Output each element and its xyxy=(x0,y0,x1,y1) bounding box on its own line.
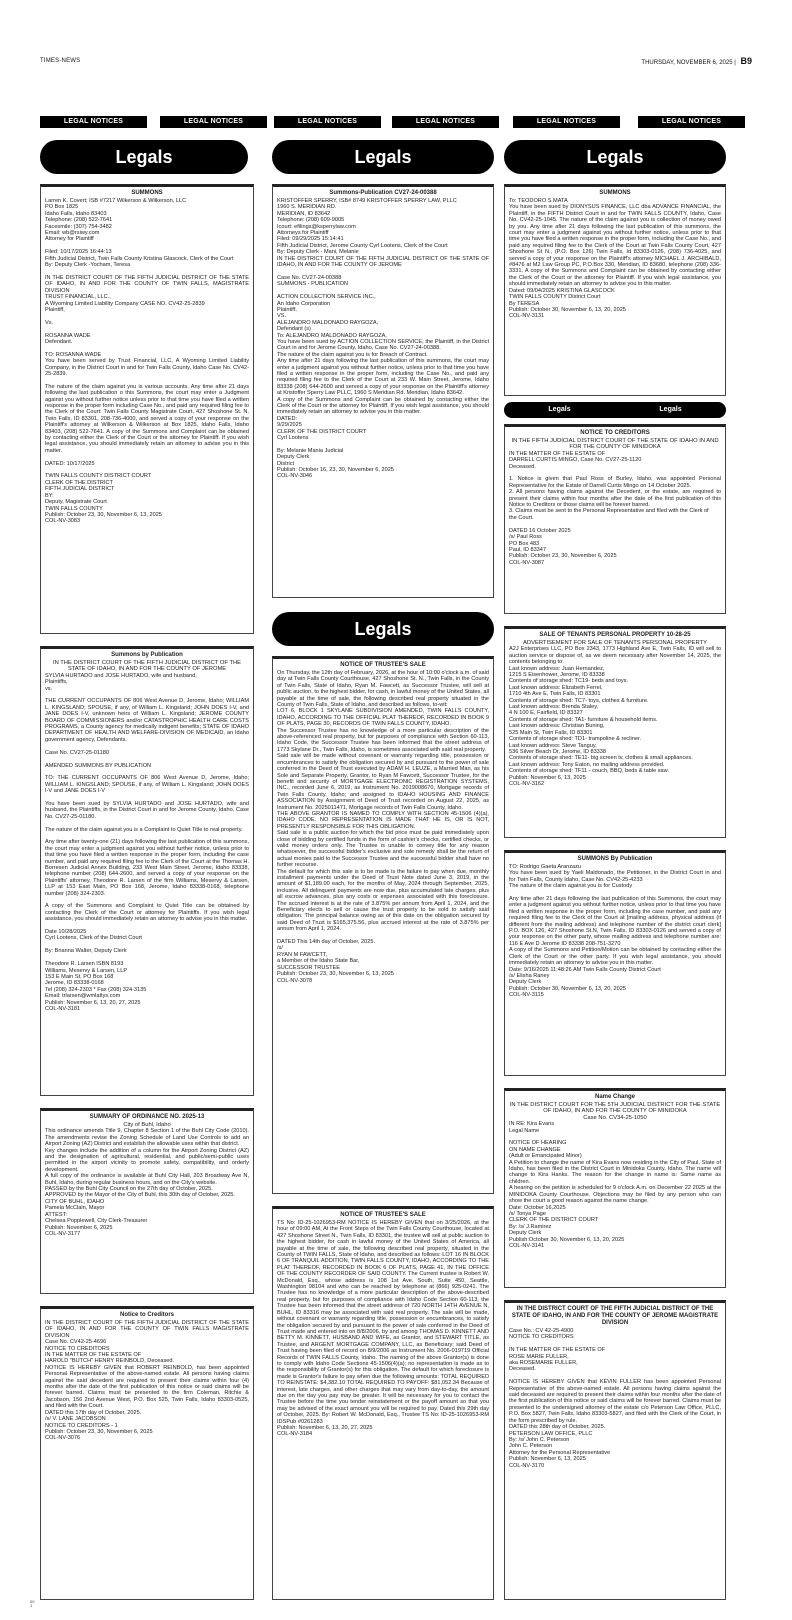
notice-body: To: TEODORO S MATA You have been sued by DIONYSUS FINANCE, LLC dba ADVANCE FINANCIAL, the Plaintiff, in the FIFTH District Court in and for TWIN FALLS COUNTY, Idaho, Case No. CV42-25-1045. The nature of the claim against you is collection of money owed by you. Any time after 21 days following the last publication of this summons, the court may enter a judgment against you without further notice, unless prior to that time you have filed a written response in the proper form, including the Case No., and paid any required filing fee to the Clerk of the Court at Twin Falls County Court, 427 Shoshone St N., (P.O. Box 126) Twin Falls, Id 83303-0126, (208) 736-4025, and served a copy of your response on the Plaintiff's attorney MICHAEL J. ARCHIBALD, #8476 at M2 Law Group PC, P.O.Box 330, Meridian, ID 83680, telephone (208) 336-3331. A copy of the Summons and Complaint can be obtained by contacting either the Clerk of the Court or the attorney for Plaintiff. If you wish legal assistance, you should immediately retain an attorney to advise you in this matter. Dated: 09/04/2025 KRISTINA GLASCOCK TWIN FALLS COUNTY District Court By TERESA Publish: October 30, November 6, 13, 20, 2025 COL-NV-3131 xyxy=(509,198,721,320)
notice-summons-mata xyxy=(504,184,726,396)
notice-body: This ordinance amends Title 9, Chapter 8 Section 1 of the Buhl City Code (2010). The amendments revise the Zoning Schedule of Land Use Controls to add an Airport Zoning (AZ) District and establish the allowable uses within that district. Key changes include the addition of a column for the Airport Zoning District (AZ) and the designation of agricultural, residential, and public/semi-public uses permitted in the airport vicinity to promote safety, compatibility, and orderly development. A full copy of the ordinance is available at Buhl City Hall, 203 Broadway Ave N, Buhl, Idaho, during regular business hours, and on the City's website. PASSED by the Buhl City Council on the 27th day of October, 2025. APPROVED by the Mayor of the City of Buhl, this 30th day of October, 2025. CITY OF BUHL, IDAHO Pamela McClain, Mayor ATTEST: Chelsea Popplewell, City Clerk-Treasurer Publish: November 6, 2025 COL-NV-3177 xyxy=(45,1128,249,1237)
notice-title: NOTICE TO CREDITORS xyxy=(580,430,650,436)
notice-creditors-reinbold xyxy=(40,1306,254,1600)
notice-summons-raygoza xyxy=(272,184,494,598)
notice-body: TS No: ID-25-1026953-RM NOTICE IS HEREBY GIVEN that on 3/25/2026, at the hour of 09:00 AM, At the Front Steps of the Twin Falls County Courthouse, located at 427 Shoshone Street N., Twin Falls, ID 83301, the trustee will sell at public auction to the highest bidder, for cash in lawful money of the United States of America, all payable at the time of sale, the following described real property, situated in the County of TWIN FALLS, State of Idaho, and described as follows: LOT 16 IN BLOCK 6 OF TRANQUIL ADDITION, TWIN FALLS COUNTY, IDAHO, ACCORDING TO THE PLAT THEREOF, RECORDED IN BOOK 6 OF PLATS, PAGE 41, IN THE OFFICE OF THE COUNTY RECORDER OF SAID COUNTY. The Current trustee is Robert W. McDonald, Esq., whose address is 108 1st Ave. South, Suite 450, Seattle, Washington 98104 and who can be reached by telephone at (866) 925-0241. The Trustee has no knowledge of a more particular description of the above-described real property, but for purposes of compliance with Idaho Code Section 60-113, the Trustee has been informed that the street address of 720 NORTH 14TH AVENUE N, BUHL, ID 83316 may be associated with said real property. The sale will be made, without covenant or warranty regarding title, possession or encumbrances, to satisfy the obligation secured by and pursuant to the power of sale conferred in the Deed of Trust made and entered into on 8/8/2006, by and among THOMAS D. KINNETT AND BETTY M. KINNETT, HUSBAND AND WIFE, as Grantor, and STEWART TITLE, as Trustee, and ARGENT MORTGAGE COMPANY, LLC, as Beneficiary; said Deed of Trust having been filed of record on 8/9/2006 as Instrument No. 2006-019719 Official Records of TWIN FALLS County, Idaho. The naming of the above Grantor(s) is done to comply with Idaho Code Sections 45-1506(4)(a); no representation is made as to the responsibility of Grantor(s) for this obligation. The default for which foreclosure is made is Grantor's failure to pay when due the following amounts: TOTAL REQUIRED TO REINSTATE: $4,382.10 TOTAL REQUIRED TO PAYOFF: $81,052.34 Because of interest, late charges, and other charges that may vary from day-to-day, the amount due on the day you pay may be greater. It will be necessary for you to contact the Trustee before the time you tender reinstatement or the payoff amount so that you may be advised of the exact amount you will be required to pay. Dated this 29th day of October, 2025. By: Robert W. McDonald, Esq., Trustee TS No: ID-25-1026953-RM IDSPub #0261283 Publish: November 6, 13, 20, 27, 2025 COL-NV-3184 xyxy=(277,1220,489,1438)
notice-body: SYLVIA HURTADO and JOSE HURTADO, wife and husband, Plaintiffs, vs. THE CURRENT OCCUPANTS OF 806 West Avenue D, Jerome, Idaho; WILLIAM L. KINGSLAND; SPOUSE, if any, of William L. Kingsland; JOHN DOES I-V, and JANE DOES I-V, unknown heirs of William L. Kingsland; JEROME COUNTY BOARD OF COMMISSIONERS and/or CATASTROPHIC HEALTH CARE COSTS PROGRAMS, a County agency for medically indigent benefits; STATE OF IDAHO DEPARTMENT OF HEALTH AND WELFARE-DIVISION OF MEDICAID, an Idaho government agency, Defendants. Case No. CV27-25-01180 AMENDED SUMMONS BY PUBLICATION TO: THE CURRENT OCCUPANTS OF 806 West Avenue D, Jerome, Idaho; WILLIAM L. KINGSLAND; SPOUSE, if any, of William L. Kingsland; JOHN DOES I-V and JANE DOES I-V You have been sued by SYLVIA HURTADO and JOSE HURTADO, wife and husband, the Plaintiffs, in the District Court in and for Jerome County, Idaho, Case No. CV27-25-01180. The nature of the claim against you is a Complaint to Quiet Title to real property. Any time after twenty-one (21) days following the last publication of this summons, the court may enter a judgment against you without further notice, unless prior to that time you have filed a written response in the proper form, including the case number, and paid any required filing fee to the Clerk of the Court at the Thomas H. Borresen Judicial Annex Building, 233 West Main Street, Jerome, Idaho 83338, telephone number (208) 644-2600, and served a copy of your response on the Plaintiffs' attorney, Theodore R. Larsen of the firm Williams, Meservy & Larsen, LLP at 153 East Main, PO Box 168, Jerome, Idaho 83338-0168, telephone number (208) 324-2303. A copy of the Summons and Complaint to Quiet Title can be obtained by contacting the Clerk of the Court or attorney for Plaintiffs. If you wish legal assistance, you should immediately retain an attorney to advise you in this matter. Date 10/28/2025 Cyrl Lootens, Clerk of the District Court By: Brianna Walter, Deputy Clerk Theodore R. Larsen ISBN 8193 Williams, Meservy & Larsen, LLP 153 E Main St, PO Box 168 Jerome, ID 83338-0168 Tel (208) 324-2303 * Fax (208) 324-3135 Email: trlarsen@wmlattys.com Publish: November 6, 13, 20, 27, 2025 COL-NV-3181 xyxy=(45,672,249,1012)
issue-date: THURSDAY, NOVEMBER 6, 2025 xyxy=(641,60,733,66)
tab-legal-notices-2: LEGAL NOTICES xyxy=(160,116,267,128)
notice-title: NOTICE OF TRUSTEE'S SALE xyxy=(340,662,426,668)
notice-trustee-sale-kinnett xyxy=(272,1206,494,1600)
notice-creditors-mingo xyxy=(504,424,726,614)
notice-body: IN THE DISTRICT COURT OF THE FIFTH JUDICIAL DISTRICT OF THE STATE OF IDAHO, IN AND FOR THE COUNTY OF TWIN FALLS MAGISTRATE DIVISION Case No. CV42-25-4696 NOTICE TO CREDITORS IN THE MATTER OF THE ESTATE OF HAROLD "BUTCH" HENRY REINBOLD, Deceased. NOTICE IS HEREBY GIVEN that ROBERT REINBOLD, has been appointed Personal Representative of the above-named estate. All persons having claims against the said decedent are required to present their claims within four (4) months after the date of the first publication of this notice or said claims will be forever barred. Claims must be presented to the firm Coleman, Ritchie & Jacobson, 156 2nd Avenue West, P.O. Box 525, Twin Falls, Idaho 83303-0525, and filed with the Court. DATED this 17th day of October, 2025. /s/ V. LANE JACOBSON NOTICE TO CREDITORS - 1 Publish: October 23, 30, November 6, 2025 COL-NV-3076 xyxy=(45,1320,249,1442)
notice-creditors-fuller xyxy=(504,1300,726,1600)
mini-banner-left: Legals xyxy=(548,406,571,413)
mini-banner-right: Legals xyxy=(659,406,682,413)
notice-name-change-evans xyxy=(504,1088,726,1288)
notice-body: TO: Rodrigo Gaeta Aranzazu You have been sued by Yaeli Maldonado, the Petitioner, in the District Court in and for Twin Falls, County Idaho, Case No. CV42-25-4233 The nature of the claim against you is for Custody Any time after 21 days following the last publication of this Summons, the court may enter a judgment against you without further notice, unless prior to that time you have filed a written response in the proper form, including the case number, and paid any required filing fee to the Clerk of the Court at [mailing address, physical address (if different from the mailing address) and telephone number of the district court clerk] P.O. BOX 126, 427 Shoshone St.N, Twin Falls, ID 83303-0126 and served a copy of your response on the other party, whose mailing address and telephone number are: 116 E Ave D Jerome ID 83338 208-751-3270 A copy of the Summons and Petition/Motion can be obtained by contacting either the Clerk of the Court or the other party. If you wish legal assistance, you should immediately retain an attorney to advise you in this matter. Date: 9/16/2025 11:48:26 AM Twin Falls County District Court /s/ Elisha Raney Deputy Clerk Publish: October 30, November 6, 13, 20, 2025 COL-NV-3115 xyxy=(509,864,721,999)
page-footer-mark: 00 1 xyxy=(30,1599,35,1608)
notice-title: SUMMONS xyxy=(131,190,163,196)
notice-ordinance-buhl xyxy=(40,1108,254,1294)
section-tabs xyxy=(40,116,752,128)
legals-banner-col1: Legals xyxy=(40,140,248,174)
notice-subheader: City of Buhl, Idaho xyxy=(123,1122,171,1128)
notice-court-header: IN THE DISTRICT COURT FOR THE 5TH JUDICIAL DISTRICT FOR THE STATE OF IDAHO, IN AND FOR THE COUNTY OF MINIDOKA Case No. CV34-25-1050 xyxy=(509,1102,721,1121)
notice-summons-wade xyxy=(40,184,254,634)
notice-body: A2J Enterprises LLC, PO Box 2343, 1773 Highland Ave E, Twin Falls, ID will sell to auction service or dispose of, as we deem necessary after November 14, 2025, the contents belonging to: Last known address: Juan Hernandez, 1215 S Eisenhower, Jerome, ID 83338 Contents of storage shed: TC19- beds and toys. Last known address: Elizabeth Ferrel, 1710 4th Ave E, Twin Falls, ID 83301 Contents of storage shed: TC7- toys, clothes & furniture. Last known address: Brenda Staley, 4 N 100 E, Fairfield, ID 83327 Contents of storage shed: TA1- furniture & household items. Last known address: Christian Buning, 525 Main St, Twin Falls, ID 83301 Contents of storage shed: TD1- trampoline & recliner. Last known address: Steve Tanguy, 536 Silver Beach Dr, Jerome, ID 83338 Contents of storage shed: TE11- big screen tv, clothes & small appliances. Last known address: Tony Eaton, no mailing address provided. Contents of storage shed: TF11 - couch, BBQ, beds & table saw. Publish: November 6, 13, 2025 COL-NV-3162 xyxy=(509,646,721,787)
notice-title: Name Change xyxy=(594,1094,635,1100)
notice-court-header: IN THE FIFTH JUDICIAL DISTRICT COURT OF THE STATE OF IDAHO IN AND FOR THE COUNTY OF MINIDOKA xyxy=(511,438,719,451)
notice-summons-hurtado xyxy=(40,646,254,1096)
notice-title: SALE OF TENANTS PERSONAL PROPERTY 10-28-25 xyxy=(539,632,691,638)
tab-legal-notices-3: LEGAL NOTICES xyxy=(274,116,381,128)
notice-body: KRISTOFFER SPERRY, ISB# 8749 KRISTOFFER SPERRY LAW, PLLC 1960 S. MERIDIAN RD. MERIDIAN, ID 83642 Telephone: (208) 609-9005 Icourt: efilings@ksperrylaw.com Attorneys for Plaintiff Filed: 09/29/2025 15:14:41 Fifth Judicial District, Jerome County Cyrl Lootens, Clerk of the Court By: Deputy Clerk - Mani, Melanie IN THE DISTRICT COURT OF THE FIFTH JUDICIAL DISTRICT OF THE STATE OF IDAHO, IN AND FOR THE COUNTY OF JEROME Case No. CV27-24-00388 SUMMONS - PUBLICATION ACTION COLLECTION SERVICE INC., An Idaho Corporation Plaintiff, VS. ALEJANDRO MALDONADO RAYGOZA, Defendant (s) To: ALEJANDRO MALDONADO RAYGOZA, You have been sued by ACTION COLLECTION SERVICE, the Plaintiff, in the District Court in and for Jerome County, Idaho, Case No. CV27-24-00388. The nature of the claim against you is for Breach of Contract. Any time after 21 days following the last publication of this summons, the court may enter a judgment against you without further notice, unless prior to that time you have filed a written response in the proper form, including the Case No., and paid any required filing fee to the Clerk of the Court at 233 W. Main Street, Jerome, Idaho 83338 (208) 644-2600 and served a copy of your response on the Plaintiff's attorney at Kristoffer Sperry Law PLLC, 1960 S Meridian Rd. Meridian, Idaho 83642. A copy of the Summons and Complaint can be obtained by contacting either the Clerk of the Court or the attorney for Plaintiff. If you wish legal assistance, you should immediately retain an attorney to advise you in this matter. DATED: 9/29/2025 CLERK OF THE DISTRICT COURT Cyrl Lootens By: Melanie Mania Judicial Deputy Clerk District Publish: October 16, 23, 30, November 6, 2025 COL-NV-3046 xyxy=(277,198,489,480)
tab-legal-notices-1: LEGAL NOTICES xyxy=(40,116,147,128)
notice-body: Case No.: CV 42-25-4900 NOTICE TO CREDITORS IN THE MATTER OF THE ESTATE OF ROSE MARIE FULLER, aka ROSEMARIE FULLER, Deceased. NOTICE IS HEREBY GIVEN that KEVIN FULLER has been appointed Personal Representative of the above-named estate. All persons having claims against the said deceased are required to present their claims within four months after the date of the first publication of this notice or said claims will be forever barred. Claims must be presented to the undersigned attorney of the estate c/o Peterson Law Office, PLLC, P.O. Box 5827, Twin Falls, Idaho 83303-5827, and filed with the Clerk of the Court, in the form prescribed by rule. DATED this 28th day of October, 2025. PETERSON LAW OFFICE, PLLC By: /s/ John C. Peterson John C. Peterson Attorney for the Personal Representative Publish: November 6, 13, 2025 COL-NV-3170 xyxy=(509,1328,721,1469)
notice-court-header: IN THE DISTRICT COURT OF THE FIFTH JUDICIAL DISTRICT OF THE STATE OF IDAHO, IN AND FOR THE COUNTY OF JEROME xyxy=(52,660,242,673)
legals-banner-col3: Legals xyxy=(504,140,726,174)
notice-title: Notice to Creditors xyxy=(119,1312,174,1318)
notice-title: Summons by Publication xyxy=(111,652,183,658)
notice-title: IN THE DISTRICT COURT OF THE FIFTH JUDICIAL DISTRICT OF THE STATE OF IDAHO, IN AND FOR THE COUNTY OF JEROME MAGISTRATE DIVISION xyxy=(511,1306,719,1326)
notice-body: On Thursday, the 12th day of February, 2026, at the hour of 10:00 o'clock a.m. of said day at Twin Falls County Courthouse, 427 Shoshone St. N., Twin Falls, in the County of Twin Falls, State of Idaho, Ryan M. Fawcett, as Successor Trustee, will sell at public auction, to the highest bidder, for cash, in lawful money of the United States, all payable at the time of sale, the following described real property situated in the County of Twin Falls, State of Idaho, and described as follows, to-wit: LOT 6, BLOCK 1 SKYLANE SUBDIVISION AMENDED, TWIN FALLS COUNTY, IDAHO, ACCORDING TO THE OFFICIAL PLAT THEREOF, RECORDED IN BOOK 9 OF PLATS, PAGE 30, RECORDS OF TWIN FALLS COUNTY, IDAHO. The Successor Trustee has no knowledge of a more particular description of the above-referenced real property, but for purposes of compliance with Section 60-113, Idaho Code, the Successor Trustee has been informed that the street address of 1773 Skylane Dr., Twin Falls, Idaho, is sometimes associated with said real property. Said sale will be made without covenant or warranty regarding title, possession or encumbrances to satisfy the obligation secured by and pursuant to the power of sale conferred in the Deed of Trust executed by ADAM H. LEUZE, a Married Man, as his Sole and Separate Property, Grantor, to Ryan M Fawcett, Successor Trustee, for the benefit and security of MORTGAGE ELECTRONIC REGISTRATION SYSTEMS, INC., recorded June 6, 2019, as Instrument No. 2019008670, Mortgage records of Twin Falls County, Idaho; and assigned to IDAHO HOUSING AND FINANCE ASSOCIATION by Assignment of Deed of Trust recorded on August 22, 2025, as Instrument No. 2025011471, Mortgage records of Twin Falls County, Idaho. THE ABOVE GRANTOR IS NAMED TO COMPLY WITH SECTION 45-1506 (4)(a), IDAHO CODE. NO REPRESENTATION IS MADE THAT HE IS, OR IS NOT, PRESENTLY RESPONSIBLE FOR THIS OBLIGATION. Said sale is a public auction for which the bid price must be paid immediately upon close of bidding by certified funds in the form of cashier's checks, certified checks, or valid money orders only. The Trustee is unable to convey title for any reason whatsoever, the successful bidder's exclusive and sole remedy shall be the return of actual monies paid to the Successor Trustee and the successful bidder shall have no further recourse. The default for which this sale is to be made is the failure to pay when due, monthly installment payments under the Deed of Trust Note dated June 3, 2019, in the amount of $1,189.00 each, for the months of May, 2024 through September, 2025, inclusive. All delinquent payments are now due, plus accumulated late charges, plus all escrow advances, plus any costs or expenses associated with this foreclosure. The accrued interest is at the rate of 3.875% per annum from April 1, 2024, and the Beneficiary elects to sell or cause the trust property to be sold to satisfy said obligation. The principal balance owing as of this date on the obligation secured by said Deed of Trust is $165,375.56, plus accrued interest at the rate of 3.875% per annum from April 1, 2024. DATED This 14th day of October, 2025. /s/ RYAN M FAWCETT, a Member of the Idaho State Bar, SUCCESSOR TRUSTEE Publish: October 23, 30, November 6, 13, 2025 COL-NV-3078 xyxy=(277,670,489,984)
tab-legal-notices-6: LEGAL NOTICES xyxy=(638,116,745,128)
notice-body: IN THE MATTER OF THE ESTATE OF DARRELL CURTIS MINGO, Case No. CV27-25-1120 Deceased. 1. Notice is given that Paul Ross of Burley, Idaho, was appointed Personal Representative for the Estate of Darrell Curtis Mingo on 14 October 2025. 2. All persons having claims against the Decedent, or the estate, are required to present their claims within four months after the date of the first publication of this Notice to Creditors or those claims will be forever barred. 3. Claims must be sent to the Personal Representative and filed with the Clerk of the Court. DATED 16 October 2025 /s/ Paul Ross PO Box 483 Paul, ID 83347 Publish: October 23, 30, November 6, 2025 COL-NV-3087 xyxy=(509,450,721,566)
legals-mini-banner xyxy=(504,402,726,418)
notice-title: SUMMONS xyxy=(599,190,631,196)
tab-legal-notices-5: LEGAL NOTICES xyxy=(513,116,620,128)
notice-tenant-property-sale xyxy=(504,626,726,838)
notice-summons-aranzazu xyxy=(504,850,726,1076)
page-number: B9 xyxy=(740,56,752,66)
notice-title: NOTICE OF TRUSTEE'S SALE xyxy=(340,1212,426,1218)
masthead xyxy=(40,54,752,68)
notice-title: SUMMONS By Publication xyxy=(577,856,653,862)
issue-date-and-page: THURSDAY, NOVEMBER 6, 2025 | B9 xyxy=(641,56,752,66)
tab-legal-notices-4: LEGAL NOTICES xyxy=(392,116,499,128)
notice-trustee-sale-skylane xyxy=(272,656,494,1194)
notice-title: SUMMARY OF ORDINANCE NO. 2025-13 xyxy=(89,1114,205,1120)
notice-body: Larren K. Covert; ISB #7217 Wilkerson & Wilkerson, LLC PO Box 1825 Idaho Falls, Idaho 83403 Telephone: (208) 522-7641 Facesmile: (307) 754-3482 Email: wb@rsiwy.com Attorney for Plaintiff Filed: 10/17/2025 16:44:13 Fifth Judicial District, Twin Falls County Kristina Glascock, Clerk of the Court By: Deputy Clerk -Yocham, Teresa IN THE DISTRICT COURT OF THE FIFTH JUDICIAL DISTRICT OF THE STATE OF IDAHO, IN AND FOR THE COUNTY OF TWIN FALLS, MAGISTRATE DIVISION TRUST FINANCIAL, LLC., A Wyoming Limited Liability Company CASE NO. CV42-25-2839 Plaintiff, Vs. ROSANNA WADE Defendant. TO: ROSANNA WADE You have been served by Trust Financial, LLC, A Wyoming Limited Liability Company, in the District Court in and for Twin Falls County, Idaho Case No. CV42-25-2839. The nature of the claim against you is various accounts. Any time after 21 days following the last publication o this Summons, the court may enter a Judgment against you without further notice unless prior to that time you have filed a written response in the proper form including Case No., and paid any required filing fee to the Clerk of the Court: Twin Falls County Magistrate Court, 427 Shoshone St. N. Twin Falls, ID 83301, 208-736-4000, and served a copy of your response on the Plaintiff's attorney at Wilkerson & Wilkerson at Box 1825, Idaho Falls, Idaho 83403, (208) 522-7641. A copy of the Summons and Complaint can be obtained by contacting either the Clerk of the Court or the attorney for Plaintiff. If you wish legal assistance, you should immediately retain an attorney to advise you in this matter. DATED: 10/17/2025 TWIN FALLS COUNTY DISTRICT COURT CLERK OF THE DISTRICT FIFTH JUDICIAL DISTRICT BY: Deputy, Magistrate Court TWIN FALLS COUNTY Publish: October 23, 30, November 6, 13, 2025 COL-NV-3083 xyxy=(45,198,249,525)
legals-banner-col2-lower: Legals xyxy=(272,612,494,646)
notice-body: IN RE: Kira Evans Legal Name NOTICE OF HEARING ON NAME CHANGE (Adult or Emancipated Minor) A Petition to change the name of Kira Evans now residing in the City of Paul, State of Idaho, has been filed in the District Court in Minidoka County, Idaho. The name will change to Kira Hanks. The reason for the change in name is: Same name as children. A hearing on the petition is scheduled for 9 o'clock A.m. on December 22 2025 at the MINIDOKA County Courthouse. Objections may be filed by any person who can show the court a good reason against the name change. Date: October 16,2025 /s/ Tonya Page CLERK OF THE DISTRICT COURT By: /s/ J.Ramirez Deputy Clerk Publish:October 30, November 6, 13, 20, 2025 COL-NV-3141 xyxy=(509,1121,721,1249)
legals-banner-col2: Legals xyxy=(272,140,494,174)
notice-subheader: ADVERTISEMENT FOR SALE OF TENANTS PERSONAL PROPERTY xyxy=(523,640,707,646)
paper-name: TIMES-NEWS xyxy=(40,58,81,64)
notice-title: Summons-Publication CV27-24-00388 xyxy=(329,190,437,196)
